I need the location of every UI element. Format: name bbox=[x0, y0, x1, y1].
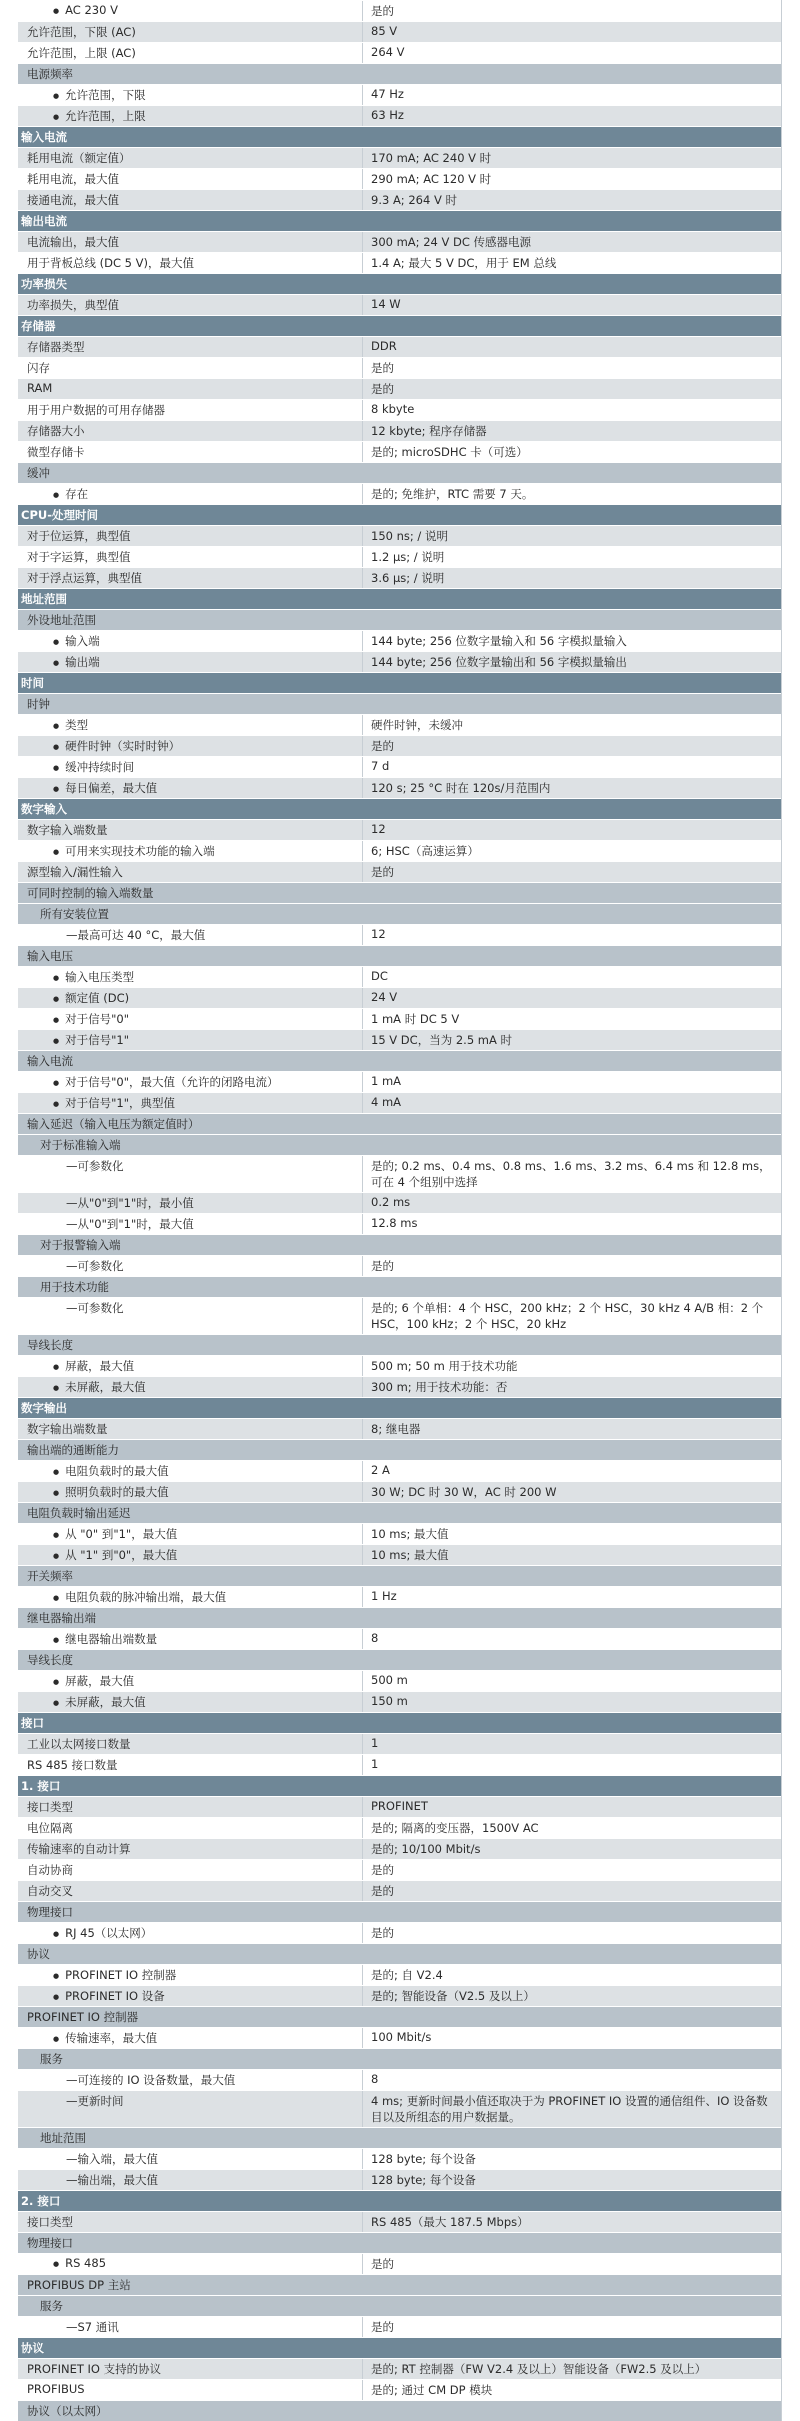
spec-row bbox=[18, 0, 781, 21]
spec-value: 是的; 6 个单相：4 个 HSC，200 kHz；2 个 HSC，30 kHz 4 A/B 相：2 个 HSC，100 kHz；2 个 HSC，20 kHz bbox=[371, 1301, 764, 1331]
spec-value: 1 mA 时 DC 5 V bbox=[371, 1012, 460, 1026]
section-header bbox=[18, 2190, 781, 2211]
group-title: 输入电压 bbox=[27, 949, 73, 963]
spec-value: 是的; 10/100 Mbit/s bbox=[371, 1842, 481, 1856]
spec-key: ● 对于信号"0" bbox=[18, 1009, 363, 1029]
spec-value: 8; 继电器 bbox=[371, 1422, 421, 1436]
section-header bbox=[18, 315, 781, 336]
group-title: 用于技术功能 bbox=[40, 1280, 109, 1294]
spec-value: 0.2 ms bbox=[371, 1195, 411, 1209]
spec-row bbox=[18, 2253, 781, 2274]
spec-row bbox=[18, 966, 781, 987]
spec-key: 工业以太网接口数量 bbox=[18, 1734, 363, 1754]
spec-row bbox=[18, 189, 781, 210]
spec-row bbox=[18, 924, 781, 945]
spec-row bbox=[18, 987, 781, 1008]
group-title: 继电器输出端 bbox=[27, 1611, 96, 1625]
spec-key: — 可参数化 bbox=[18, 1156, 363, 1192]
spec-row bbox=[18, 756, 781, 777]
spec-table bbox=[18, 0, 782, 2421]
spec-row bbox=[18, 1029, 781, 1050]
spec-value: 30 W; DC 时 30 W，AC 时 200 W bbox=[371, 1485, 557, 1499]
section-header bbox=[18, 2337, 781, 2358]
spec-key: ● 允许范围，上限 bbox=[18, 106, 363, 126]
spec-row bbox=[18, 105, 781, 126]
spec-value: 290 mA; AC 120 V 时 bbox=[371, 172, 492, 186]
section-title: 数字输出 bbox=[21, 1401, 67, 1415]
spec-value: 1 mA bbox=[371, 1074, 402, 1088]
spec-value: DDR bbox=[371, 339, 397, 353]
spec-row bbox=[18, 525, 781, 546]
spec-key: ● 输入电压类型 bbox=[18, 967, 363, 987]
spec-row bbox=[18, 1213, 781, 1234]
spec-key: ● 对于信号"1"，典型值 bbox=[18, 1093, 363, 1113]
section-header bbox=[18, 1775, 781, 1796]
spec-key: ● 对于信号"0"，最大值（允许的闭路电流） bbox=[18, 1072, 363, 1092]
spec-row bbox=[18, 357, 781, 378]
spec-key: ● 输入端 bbox=[18, 631, 363, 651]
spec-value: 4 ms; 更新时间最小值还取决于为 PROFINET IO 设置的通信组件、IO 设备数目以及所组态的用户数据量。 bbox=[371, 2094, 768, 2124]
spec-value: RS 485（最大 187.5 Mbps） bbox=[371, 2215, 529, 2229]
spec-key: — 从"0"到"1"时，最小值 bbox=[18, 1193, 363, 1213]
spec-key: 传输速率的自动计算 bbox=[18, 1839, 363, 1859]
spec-key: 对于位运算，典型值 bbox=[18, 526, 363, 546]
spec-value: 是的 bbox=[371, 2320, 394, 2334]
spec-row bbox=[18, 630, 781, 651]
spec-key: ● 照明负载时的最大值 bbox=[18, 1482, 363, 1502]
spec-value: 是的 bbox=[371, 739, 394, 753]
spec-key: RS 485 接口数量 bbox=[18, 1755, 363, 1775]
spec-key: 耗用电流（额定值） bbox=[18, 148, 363, 168]
section-title: 数字输入 bbox=[21, 802, 67, 816]
spec-row bbox=[18, 21, 781, 42]
spec-row bbox=[18, 1964, 781, 1985]
spec-key: — S7 通讯 bbox=[18, 2317, 363, 2337]
spec-row bbox=[18, 2027, 781, 2048]
spec-value: 是的 bbox=[371, 1926, 394, 1940]
group-header bbox=[18, 2127, 781, 2148]
spec-row bbox=[18, 840, 781, 861]
spec-row bbox=[18, 1670, 781, 1691]
spec-value: 150 m bbox=[371, 1694, 408, 1708]
spec-key: ● 未屏蔽，最大值 bbox=[18, 1377, 363, 1397]
spec-key: ● 从 "0" 到"1"，最大值 bbox=[18, 1524, 363, 1544]
spec-value: 3.6 μs; / 说明 bbox=[371, 571, 445, 585]
spec-value: 硬件时钟，未缓冲 bbox=[371, 718, 463, 732]
spec-value: 144 byte; 256 位数字量输出和 56 字模拟量输出 bbox=[371, 655, 627, 669]
spec-key: 对于浮点运算，典型值 bbox=[18, 568, 363, 588]
group-title: PROFINET IO 控制器 bbox=[27, 2010, 139, 2024]
section-header bbox=[18, 210, 781, 231]
spec-value: 12.8 ms bbox=[371, 1216, 418, 1230]
spec-row bbox=[18, 1586, 781, 1607]
spec-key: 电位隔离 bbox=[18, 1818, 363, 1838]
spec-row bbox=[18, 2148, 781, 2169]
spec-row bbox=[18, 1155, 781, 1192]
spec-key: 允许范围，上限 (AC) bbox=[18, 43, 363, 63]
group-title: 开关频率 bbox=[27, 1569, 73, 1583]
spec-row bbox=[18, 147, 781, 168]
spec-key: ● 传输速率，最大值 bbox=[18, 2028, 363, 2048]
spec-key: RAM bbox=[18, 379, 363, 399]
spec-value: 4 mA bbox=[371, 1095, 402, 1109]
group-title: 缓冲 bbox=[27, 466, 50, 480]
spec-value: 500 m; 50 m 用于技术功能 bbox=[371, 1359, 518, 1373]
spec-row bbox=[18, 714, 781, 735]
spec-key: 源型输入/漏性输入 bbox=[18, 862, 363, 882]
spec-key: 电流输出，最大值 bbox=[18, 232, 363, 252]
section-header bbox=[18, 672, 781, 693]
spec-row bbox=[18, 1523, 781, 1544]
group-title: 导线长度 bbox=[27, 1653, 73, 1667]
spec-row bbox=[18, 1008, 781, 1029]
spec-value: 是的 bbox=[371, 361, 394, 375]
spec-key: 数字输入端数量 bbox=[18, 820, 363, 840]
spec-key: 闪存 bbox=[18, 358, 363, 378]
section-header bbox=[18, 504, 781, 525]
spec-value: 300 mA; 24 V DC 传感器电源 bbox=[371, 235, 532, 249]
group-title: 电阻负载时输出延迟 bbox=[27, 1506, 131, 1520]
spec-value: 6; HSC（高速运算） bbox=[371, 844, 479, 858]
group-header bbox=[18, 2232, 781, 2253]
spec-key: 用于用户数据的可用存储器 bbox=[18, 400, 363, 420]
spec-key: 耗用电流，最大值 bbox=[18, 169, 363, 189]
spec-value: 8 bbox=[371, 1631, 379, 1645]
spec-key: ● 存在 bbox=[18, 484, 363, 504]
spec-value: 144 byte; 256 位数字量输入和 56 字模拟量输入 bbox=[371, 634, 627, 648]
group-header bbox=[18, 2274, 781, 2295]
spec-value: 是的; 隔离的变压器，1500V AC bbox=[371, 1821, 539, 1835]
spec-row bbox=[18, 441, 781, 462]
spec-value: 9.3 A; 264 V 时 bbox=[371, 193, 457, 207]
spec-row bbox=[18, 1481, 781, 1502]
spec-key: ● 每日偏差，最大值 bbox=[18, 778, 363, 798]
section-title: 功率损失 bbox=[21, 277, 67, 291]
group-title: 协议 bbox=[27, 1947, 50, 1961]
spec-key: — 可连接的 IO 设备数量，最大值 bbox=[18, 2070, 363, 2090]
section-title: 时间 bbox=[21, 676, 44, 690]
spec-key: 功率损失，典型值 bbox=[18, 295, 363, 315]
spec-row bbox=[18, 378, 781, 399]
spec-value: 12 bbox=[371, 927, 386, 941]
spec-key: 自动交叉 bbox=[18, 1881, 363, 1901]
group-header bbox=[18, 2048, 781, 2069]
spec-row bbox=[18, 777, 781, 798]
spec-key: ● PROFINET IO 设备 bbox=[18, 1986, 363, 2006]
spec-row bbox=[18, 294, 781, 315]
spec-row bbox=[18, 1817, 781, 1838]
spec-value: 12 bbox=[371, 822, 386, 836]
spec-value: 14 W bbox=[371, 297, 401, 311]
section-header bbox=[18, 588, 781, 609]
group-header bbox=[18, 1901, 781, 1922]
spec-value: 1.2 μs; / 说明 bbox=[371, 550, 445, 564]
spec-value: 1 bbox=[371, 1757, 379, 1771]
group-header bbox=[18, 63, 781, 84]
group-header bbox=[18, 609, 781, 630]
section-title: 2. 接口 bbox=[21, 2194, 61, 2208]
spec-value: 1 bbox=[371, 1736, 379, 1750]
spec-key: ● 允许范围，下限 bbox=[18, 85, 363, 105]
spec-key: 对于字运算，典型值 bbox=[18, 547, 363, 567]
spec-row bbox=[18, 231, 781, 252]
section-title: 输入电流 bbox=[21, 130, 67, 144]
spec-row bbox=[18, 2069, 781, 2090]
spec-value: 15 V DC，当为 2.5 mA 时 bbox=[371, 1033, 513, 1047]
group-header bbox=[18, 462, 781, 483]
section-title: 1. 接口 bbox=[21, 1779, 61, 1793]
spec-row bbox=[18, 168, 781, 189]
group-header bbox=[18, 1113, 781, 1134]
section-header bbox=[18, 273, 781, 294]
spec-row bbox=[18, 1544, 781, 1565]
spec-row bbox=[18, 420, 781, 441]
spec-value: 7 d bbox=[371, 759, 390, 773]
spec-value: 是的 bbox=[371, 382, 394, 396]
spec-value: 是的; 通过 CM DP 模块 bbox=[371, 2383, 493, 2397]
section-title: CPU-处理时间 bbox=[21, 508, 98, 522]
group-header bbox=[18, 1276, 781, 1297]
spec-row bbox=[18, 1628, 781, 1649]
group-header bbox=[18, 1649, 781, 1670]
section-header bbox=[18, 126, 781, 147]
spec-key: ● 对于信号"1" bbox=[18, 1030, 363, 1050]
group-header bbox=[18, 1607, 781, 1628]
spec-value: 10 ms; 最大值 bbox=[371, 1527, 449, 1541]
spec-value: 8 bbox=[371, 2072, 379, 2086]
spec-row bbox=[18, 2090, 781, 2127]
spec-row bbox=[18, 2169, 781, 2190]
spec-key: 数字输出端数量 bbox=[18, 1419, 363, 1439]
spec-value: 是的; 智能设备（V2.5 及以上） bbox=[371, 1989, 535, 2003]
spec-row bbox=[18, 651, 781, 672]
group-title: 对于标准输入端 bbox=[40, 1138, 121, 1152]
group-header bbox=[18, 693, 781, 714]
spec-value: 是的; microSDHC 卡（可选） bbox=[371, 445, 528, 459]
group-title: 协议（以太网） bbox=[27, 2404, 108, 2418]
spec-value: 是的; 自 V2.4 bbox=[371, 1968, 443, 1982]
spec-key: ● 屏蔽，最大值 bbox=[18, 1356, 363, 1376]
spec-row bbox=[18, 735, 781, 756]
group-header bbox=[18, 1502, 781, 1523]
group-title: 物理接口 bbox=[27, 2236, 73, 2250]
spec-value: 85 V bbox=[371, 24, 398, 38]
spec-row bbox=[18, 546, 781, 567]
spec-row bbox=[18, 399, 781, 420]
spec-key: — 输出端，最大值 bbox=[18, 2170, 363, 2190]
spec-row bbox=[18, 1297, 781, 1334]
spec-key: ● 未屏蔽，最大值 bbox=[18, 1692, 363, 1712]
spec-row bbox=[18, 483, 781, 504]
section-header bbox=[18, 1397, 781, 1418]
spec-row bbox=[18, 1922, 781, 1943]
section-title: 接口 bbox=[21, 1716, 44, 1730]
spec-value: 24 V bbox=[371, 990, 398, 1004]
spec-key: 自动协商 bbox=[18, 1860, 363, 1880]
group-header bbox=[18, 1234, 781, 1255]
spec-row bbox=[18, 1880, 781, 1901]
spec-value: 264 V bbox=[371, 45, 405, 59]
group-title: 服务 bbox=[40, 2299, 63, 2313]
spec-row bbox=[18, 567, 781, 588]
spec-row bbox=[18, 1418, 781, 1439]
spec-value: 128 byte; 每个设备 bbox=[371, 2173, 476, 2187]
spec-value: 是的 bbox=[371, 1884, 394, 1898]
section-title: 协议 bbox=[21, 2341, 44, 2355]
group-header bbox=[18, 1943, 781, 1964]
spec-row bbox=[18, 1859, 781, 1880]
group-header bbox=[18, 1439, 781, 1460]
spec-value: 300 m; 用于技术功能：否 bbox=[371, 1380, 508, 1394]
group-title: 所有安装位置 bbox=[40, 907, 109, 921]
spec-value: 是的; 免维护，RTC 需要 7 天。 bbox=[371, 487, 534, 501]
group-title: 输入延迟（输入电压为额定值时） bbox=[27, 1117, 200, 1131]
spec-row bbox=[18, 1796, 781, 1817]
spec-value: 170 mA; AC 240 V 时 bbox=[371, 151, 492, 165]
spec-key: — 可参数化 bbox=[18, 1256, 363, 1276]
spec-row bbox=[18, 84, 781, 105]
spec-value: 10 ms; 最大值 bbox=[371, 1548, 449, 1562]
spec-key: ● 屏蔽，最大值 bbox=[18, 1671, 363, 1691]
spec-key: 用于背板总线 (DC 5 V)，最大值 bbox=[18, 253, 363, 273]
spec-key: ● 额定值 (DC) bbox=[18, 988, 363, 1008]
spec-key: — 更新时间 bbox=[18, 2091, 363, 2127]
group-header bbox=[18, 2400, 781, 2421]
group-title: 对于报警输入端 bbox=[40, 1238, 121, 1252]
section-title: 地址范围 bbox=[21, 592, 67, 606]
spec-key: 存储器类型 bbox=[18, 337, 363, 357]
group-header bbox=[18, 1334, 781, 1355]
spec-key: — 可参数化 bbox=[18, 1298, 363, 1334]
spec-value: 500 m bbox=[371, 1673, 408, 1687]
spec-value: DC bbox=[371, 969, 388, 983]
spec-value: 是的 bbox=[371, 1259, 394, 1273]
spec-value: 1 Hz bbox=[371, 1589, 397, 1603]
spec-row bbox=[18, 1985, 781, 2006]
section-header bbox=[18, 798, 781, 819]
spec-key: ● 缓冲持续时间 bbox=[18, 757, 363, 777]
spec-value: 128 byte; 每个设备 bbox=[371, 2152, 476, 2166]
spec-key: 接口类型 bbox=[18, 2212, 363, 2232]
group-title: 电源频率 bbox=[27, 67, 73, 81]
group-header bbox=[18, 882, 781, 903]
spec-row bbox=[18, 1255, 781, 1276]
group-header bbox=[18, 1134, 781, 1155]
spec-key: PROFINET IO 支持的协议 bbox=[18, 2359, 363, 2379]
spec-row bbox=[18, 1691, 781, 1712]
spec-value: 150 ns; / 说明 bbox=[371, 529, 448, 543]
spec-key: ● 从 "1" 到"0"，最大值 bbox=[18, 1545, 363, 1565]
spec-value: 100 Mbit/s bbox=[371, 2030, 432, 2044]
group-title: 输出端的通断能力 bbox=[27, 1443, 119, 1457]
spec-key: 允许范围，下限 (AC) bbox=[18, 22, 363, 42]
spec-row bbox=[18, 1838, 781, 1859]
spec-key: 接通电流，最大值 bbox=[18, 190, 363, 210]
spec-key: ● RS 485 bbox=[18, 2254, 363, 2274]
spec-value: 是的 bbox=[371, 2257, 394, 2271]
spec-key: — 从"0"到"1"时，最大值 bbox=[18, 1214, 363, 1234]
spec-value: 63 Hz bbox=[371, 108, 404, 122]
spec-row bbox=[18, 1071, 781, 1092]
spec-value: 是的; RT 控制器（FW V2.4 及以上）智能设备（FW2.5 及以上） bbox=[371, 2362, 707, 2376]
spec-key: ● 类型 bbox=[18, 715, 363, 735]
spec-row bbox=[18, 861, 781, 882]
spec-value: 是的 bbox=[371, 4, 394, 18]
spec-key: 微型存储卡 bbox=[18, 442, 363, 462]
group-title: 地址范围 bbox=[40, 2131, 86, 2145]
spec-value: 是的; 0.2 ms、0.4 ms、0.8 ms、1.6 ms、3.2 ms、6.4 ms 和 12.8 ms，可在 4 个组别中选择 bbox=[371, 1159, 771, 1189]
group-header bbox=[18, 903, 781, 924]
spec-value: 是的 bbox=[371, 1863, 394, 1877]
spec-value: 12 kbyte; 程序存储器 bbox=[371, 424, 487, 438]
spec-row bbox=[18, 2316, 781, 2337]
spec-row bbox=[18, 336, 781, 357]
section-title: 存储器 bbox=[21, 319, 56, 333]
spec-key: PROFIBUS bbox=[18, 2380, 363, 2400]
section-header bbox=[18, 1712, 781, 1733]
spec-value: 47 Hz bbox=[371, 87, 404, 101]
spec-row bbox=[18, 42, 781, 63]
spec-key: ● 继电器输出端数量 bbox=[18, 1629, 363, 1649]
spec-row bbox=[18, 1754, 781, 1775]
spec-row bbox=[18, 819, 781, 840]
section-title: 输出电流 bbox=[21, 214, 67, 228]
spec-key: 接口类型 bbox=[18, 1797, 363, 1817]
spec-row bbox=[18, 1376, 781, 1397]
spec-key: ● 电阻负载的脉冲输出端，最大值 bbox=[18, 1587, 363, 1607]
spec-value: 是的 bbox=[371, 865, 394, 879]
group-title: 外设地址范围 bbox=[27, 613, 96, 627]
spec-row bbox=[18, 2379, 781, 2400]
spec-value: PROFINET bbox=[371, 1799, 428, 1813]
spec-value: 8 kbyte bbox=[371, 402, 415, 416]
group-header bbox=[18, 1050, 781, 1071]
spec-key: ● RJ 45（以太网） bbox=[18, 1923, 363, 1943]
spec-key: ● PROFINET IO 控制器 bbox=[18, 1965, 363, 1985]
group-title: 导线长度 bbox=[27, 1338, 73, 1352]
spec-key: 存储器大小 bbox=[18, 421, 363, 441]
group-title: 可同时控制的输入端数量 bbox=[27, 886, 154, 900]
group-header bbox=[18, 2295, 781, 2316]
spec-key: ● 可用来实现技术功能的输入端 bbox=[18, 841, 363, 861]
group-header bbox=[18, 1565, 781, 1586]
group-title: 物理接口 bbox=[27, 1905, 73, 1919]
spec-value: 1.4 A; 最大 5 V DC，用于 EM 总线 bbox=[371, 256, 557, 270]
spec-key: — 最高可达 40 °C，最大值 bbox=[18, 925, 363, 945]
spec-row bbox=[18, 1460, 781, 1481]
group-title: 输入电流 bbox=[27, 1054, 73, 1068]
spec-row bbox=[18, 1733, 781, 1754]
spec-row bbox=[18, 252, 781, 273]
spec-row bbox=[18, 2358, 781, 2379]
group-header bbox=[18, 2006, 781, 2027]
group-title: 时钟 bbox=[27, 697, 50, 711]
spec-key: — 输入端，最大值 bbox=[18, 2149, 363, 2169]
group-header bbox=[18, 945, 781, 966]
spec-key: ● 电阻负载时的最大值 bbox=[18, 1461, 363, 1481]
spec-key: ● AC 230 V bbox=[18, 1, 363, 21]
spec-value: 120 s; 25 °C 时在 120s/月范围内 bbox=[371, 781, 551, 795]
spec-row bbox=[18, 1092, 781, 1113]
spec-key: ● 硬件时钟（实时时钟） bbox=[18, 736, 363, 756]
spec-row bbox=[18, 1192, 781, 1213]
spec-key: ● 输出端 bbox=[18, 652, 363, 672]
group-title: 服务 bbox=[40, 2052, 63, 2066]
spec-row bbox=[18, 1355, 781, 1376]
group-title: PROFIBUS DP 主站 bbox=[27, 2278, 131, 2292]
spec-value: 2 A bbox=[371, 1463, 390, 1477]
